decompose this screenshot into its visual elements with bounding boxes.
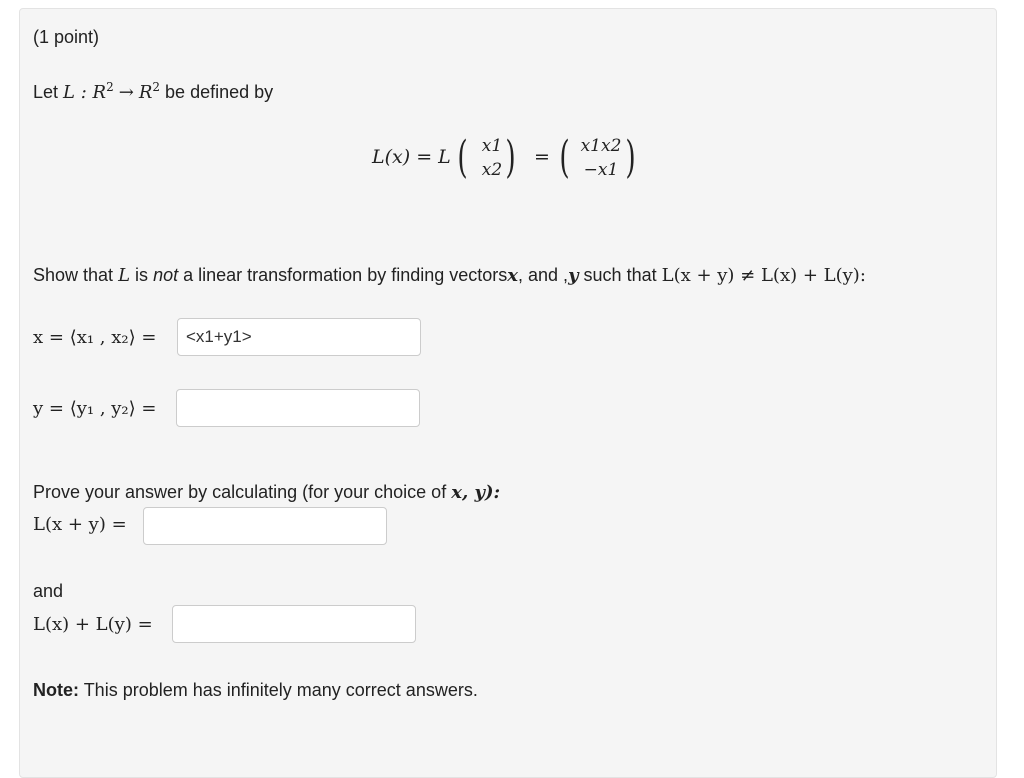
- problem-panel: [19, 8, 997, 778]
- formula-in-bottom: x2: [481, 160, 503, 180]
- intro-sup1: 2: [106, 80, 114, 94]
- instruction-L: L: [118, 265, 131, 286]
- x-vector-input[interactable]: [177, 318, 421, 356]
- sum-label: L(x + y) =: [33, 514, 127, 535]
- formula-paren-open-1: (: [457, 132, 468, 183]
- lsum-input[interactable]: [172, 605, 416, 643]
- formula-equals: =: [534, 146, 550, 168]
- y-vector-input[interactable]: [176, 389, 420, 427]
- instruction-part5: such that: [583, 265, 657, 285]
- proof-prompt: [33, 481, 500, 504]
- instruction-x: x: [507, 265, 519, 286]
- formula-out-bottom: −x1: [583, 160, 619, 180]
- intro-sup2: 2: [152, 80, 161, 94]
- sum-input[interactable]: [143, 507, 387, 545]
- intro-map: L : R: [63, 82, 107, 103]
- instruction-y: y: [568, 265, 579, 286]
- instruction-part4: , and ,: [518, 265, 569, 285]
- proof-prompt-text: Prove your answer by calculating (for your choice of: [33, 482, 447, 502]
- instruction-condition: L(x + y) ≠ L(x) + L(y):: [661, 265, 866, 286]
- instruction-part3: a linear transformation by finding vectors: [183, 265, 508, 285]
- formula-in-top: x1: [481, 136, 503, 156]
- formula-output-vector: [578, 134, 624, 182]
- and-label: and: [33, 581, 64, 601]
- formula-paren-close-1: ): [505, 132, 516, 183]
- formula-paren-close-2: ): [625, 132, 636, 183]
- formula-paren-open-2: (: [559, 132, 570, 183]
- proof-prompt-vars: x, y):: [451, 482, 501, 503]
- lsum-label: L(x) + L(y) =: [33, 614, 153, 635]
- intro-suffix: be defined by: [165, 82, 274, 102]
- instruction-part2: is: [135, 265, 149, 285]
- transformation-formula: [372, 134, 652, 184]
- intro-codomain: R: [138, 82, 153, 103]
- formula-lhs: L(x) = L: [372, 146, 451, 168]
- formula-input-vector: [480, 134, 504, 182]
- points-label: (1 point): [33, 27, 100, 47]
- y-vector-label: y = ⟨y₁ , y₂⟩ =: [33, 398, 157, 419]
- note: [33, 679, 478, 701]
- note-text: This problem has infinitely many correct answers.: [83, 680, 478, 700]
- intro-prefix: Let: [33, 82, 59, 102]
- instruction-line: [33, 264, 866, 287]
- formula-out-top: x1x2: [580, 136, 622, 156]
- x-vector-label: x = ⟨x₁ , x₂⟩ =: [33, 327, 157, 348]
- instruction-not: not: [153, 265, 179, 285]
- intro-arrow: →: [118, 82, 134, 103]
- note-bold: Note:: [33, 680, 79, 700]
- intro-line: [33, 81, 273, 104]
- instruction-part1: Show that: [33, 265, 114, 285]
